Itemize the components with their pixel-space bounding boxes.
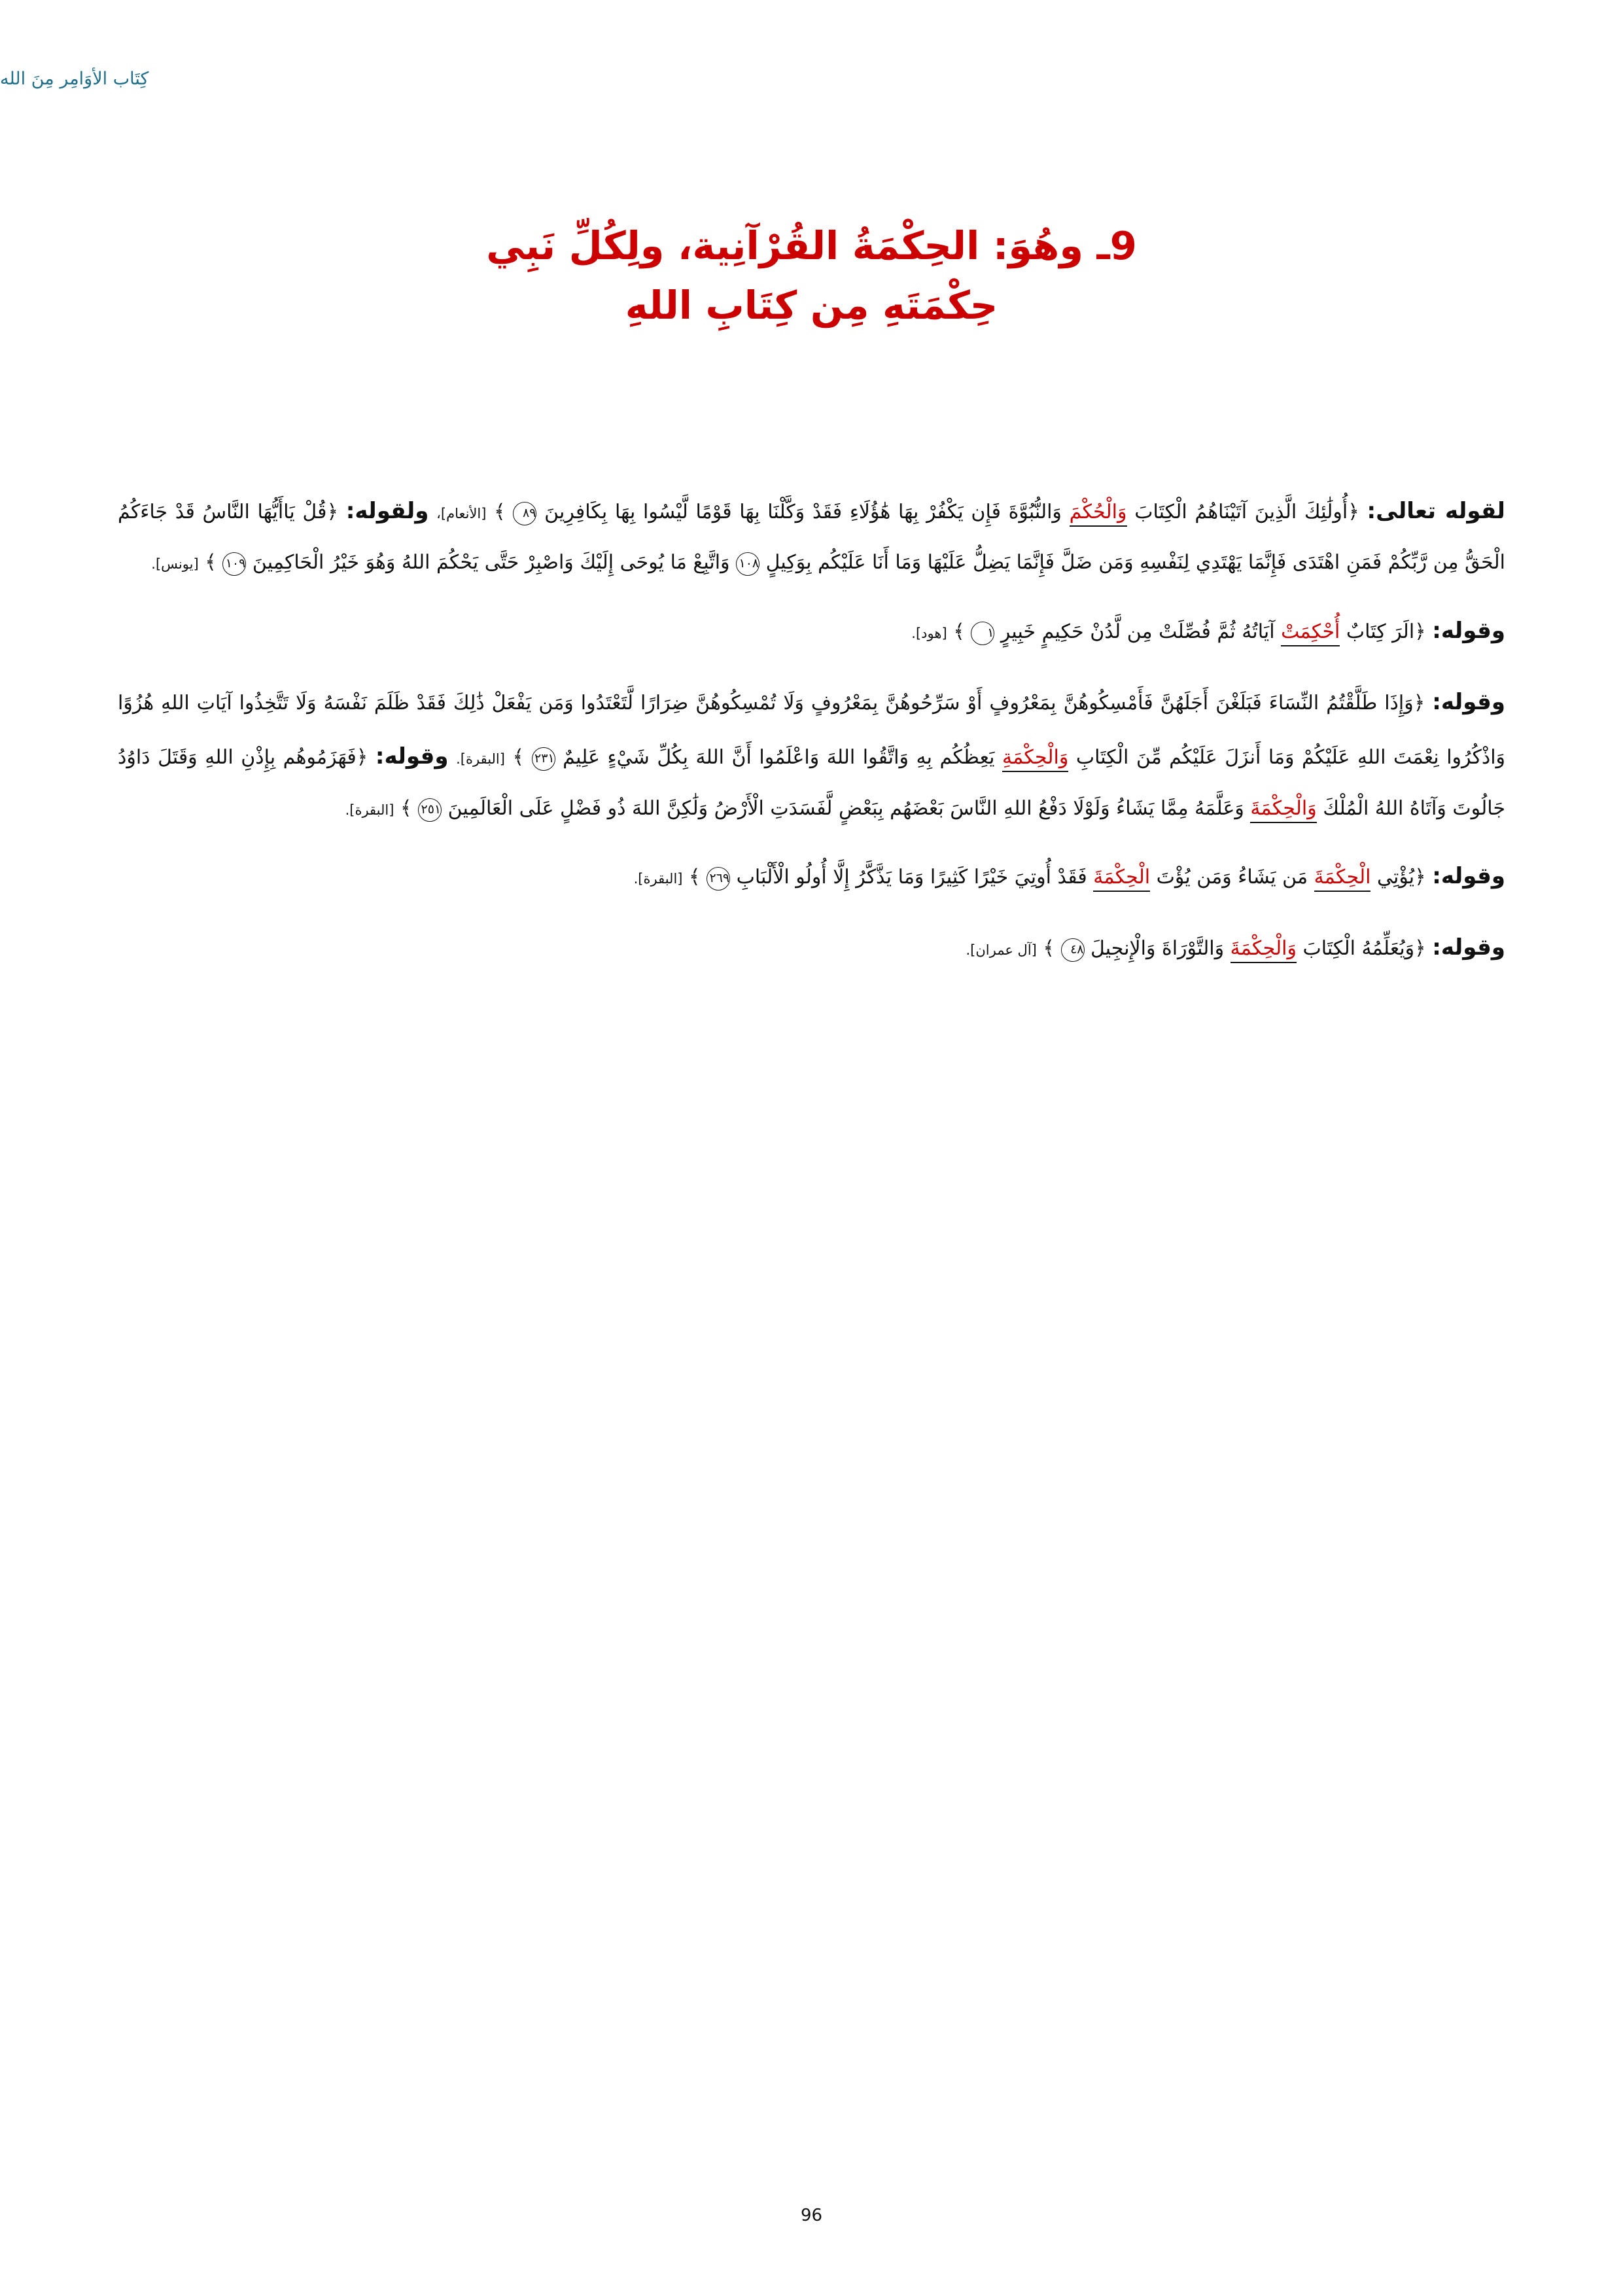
ayah-number: ٢٣١	[532, 747, 555, 771]
quote-brace-open: ﴿	[1413, 692, 1425, 715]
ayah-number: ٨٩	[513, 502, 536, 525]
ayah-number: ١٠٨	[736, 552, 759, 576]
quote-brace-open: ﴿	[356, 746, 368, 769]
quran-text: آيَاتُهُ ثُمَّ فُصِّلَتْ مِن لَّدُنْ حَكِيمٍ خَبِيرٍ	[994, 620, 1275, 643]
paragraph	[118, 484, 1505, 587]
page-title-line-1: 9ـ وهُوَ: الحِكْمَةُ القُرْآنِية، ولِكُلِّ نَبِي	[486, 223, 1137, 268]
surah-reference: [البقرة].	[456, 751, 505, 768]
quote-brace-close: ﴾	[1043, 937, 1055, 961]
paragraph-lead: وقوله:	[1432, 689, 1505, 716]
quran-text: فَقَدْ أُوتِيَ خَيْرًا كَثِيرًا وَمَا يَذَّكَّرُ إِلَّا أُولُو الْأَلْبَابِ	[730, 866, 1087, 889]
highlighted-term: وَالْحِكْمَةِ	[1002, 746, 1068, 772]
paragraph	[118, 921, 1505, 975]
quran-text: يُؤْتِي	[1370, 866, 1415, 889]
paragraph	[118, 675, 1505, 832]
ayah-number: ٢٥١	[418, 798, 442, 822]
highlighted-term: وَالْحِكْمَةَ	[1230, 937, 1297, 963]
quran-text: الَرَ كِتَابٌ	[1340, 620, 1415, 643]
quran-text: وَالتَّوْرَاةَ وَالْإِنجِيلَ	[1084, 937, 1225, 961]
ayah-number: ٤٨	[1061, 938, 1085, 962]
highlighted-term: وَالْحِكْمَةَ	[1250, 797, 1316, 823]
book-logo: كِتَاب الأوَامِر مِنَ الله	[0, 69, 149, 89]
surah-reference: [الأنعام]،	[436, 506, 487, 521]
highlighted-term: الْحِكْمَةَ	[1314, 866, 1371, 892]
quran-text: يَعِظُكُم بِهِ وَاتَّقُوا اللهَ وَاعْلَمُوا أَنَّ اللهَ بِكُلِّ شَيْءٍ عَلِيمٌ	[555, 746, 995, 769]
quote-brace-close: ﴾	[512, 746, 525, 769]
quran-text: فَهَزَمُوهُم بِإِذْنِ اللهِ وَقَتَلَ دَاوُدُ جَالُوتَ وَآتَاهُ اللهُ الْمُلْكَ	[118, 746, 1505, 820]
paragraph	[118, 849, 1505, 904]
quran-text: وَاتَّبِعْ مَا يُوحَى إِلَيْكَ وَاصْبِرْ حَتَّى يَحْكُمَ اللهُ وَهُوَ خَيْرُ الْحَاكِمِينَ	[246, 551, 730, 574]
surah-reference: [يونس].	[151, 556, 199, 573]
surah-reference: [البقرة].	[633, 871, 683, 887]
quote-brace-close: ﴾	[400, 796, 412, 820]
quote-brace-open: ﴿	[1414, 866, 1426, 889]
page-title	[216, 216, 1407, 336]
quote-brace-close: ﴾	[205, 551, 217, 574]
quote-brace-close: ﴾	[494, 501, 506, 523]
ayah-number: ٢٦٩	[707, 867, 730, 891]
surah-reference: [البقرة].	[345, 802, 394, 818]
paragraph	[118, 604, 1505, 658]
quran-text: وَالنُّبُوَّةَ فَإِن يَكْفُرْ بِهَا هَٰؤُلَاءِ فَقَدْ وَكَّلْنَا بِهَا قَوْمًا لَّيْسُوا بِهَا بِكَافِرِينَ	[536, 501, 1062, 523]
quote-brace-open: ﴿	[1414, 620, 1426, 643]
ayah-number: ١٠٩	[222, 552, 246, 576]
quran-text: وَإِذَا طَلَّقْتُمُ النِّسَاءَ فَبَلَغْنَ أَجَلَهُنَّ فَأَمْسِكُوهُنَّ بِمَعْرُوفٍ أَوْ سَرِّحُوهُنَّ بِمَعْرُوفٍ وَلَا تُمْسِكُوهُنَّ ضِرَارًا لَّتَعْتَدُوا وَمَن يَفْعَلْ ذَٰلِكَ فَقَدْ ظَلَمَ نَفْسَهُ وَلَا تَتَّخِذُوا آيَاتِ اللهِ هُزُوًا وَاذْكُرُوا نِعْمَتَ اللهِ عَلَيْكُمْ وَمَا أَنزَلَ عَلَيْكُم مِّنَ الْكِتَابِ	[118, 692, 1506, 769]
quote-brace-close: ﴾	[689, 866, 701, 889]
highlighted-term: أُحْكِمَتْ	[1281, 620, 1340, 646]
quran-text: وَعَلَّمَهُ مِمَّا يَشَاءُ وَلَوْلَا دَفْعُ اللهِ النَّاسَ بَعْضَهُم بِبَعْضٍ لَّفَسَدَتِ الْأَرْضُ وَلَٰكِنَّ اللهَ ذُو فَضْلٍ عَلَى الْعَالَمِينَ	[442, 796, 1244, 820]
ayah-number: ١	[971, 622, 994, 645]
paragraph-lead: وقوله:	[1432, 617, 1505, 644]
surah-reference: [آل عمران].	[966, 942, 1037, 959]
quran-text: قُلْ يَاأَيُّهَا النَّاسُ قَدْ جَاءَكُمُ الْحَقُّ مِن رَّبِّكُمْ فَمَنِ اهْتَدَى فَإِنَّمَا يَهْتَدِي لِنَفْسِهِ وَمَن ضَلَّ فَإِنَّمَا يَضِلُّ عَلَيْهَا وَمَا أَنَا عَلَيْكُم بِوَكِيلٍ	[118, 501, 1505, 574]
page-header	[0, 69, 1512, 89]
quran-text: وَيُعَلِّمُهُ الْكِتَابَ	[1296, 937, 1415, 961]
page-title-line-2: حِكْمَتَهِ مِن كِتَابِ اللهِ	[625, 283, 998, 328]
paragraph-lead: لقوله تعالى:	[1367, 498, 1505, 524]
quran-text: أُولَٰئِكَ الَّذِينَ آتَيْنَاهُمُ الْكِتَابَ	[1126, 501, 1348, 523]
paragraph-lead: ولقوله:	[345, 498, 429, 524]
paragraph-lead: وقوله:	[1432, 863, 1505, 890]
highlighted-term: الْحِكْمَةَ	[1093, 866, 1150, 892]
quran-text: مَن يَشَاءُ وَمَن يُؤْتَ	[1150, 866, 1308, 889]
document-body	[118, 484, 1505, 993]
paragraph-host	[118, 484, 1505, 976]
quote-brace-open: ﴿	[1414, 937, 1426, 961]
page-number: 96	[800, 2206, 823, 2225]
paragraph-lead: وقوله:	[375, 743, 449, 770]
quote-brace-open: ﴿	[1348, 501, 1359, 523]
quote-brace-close: ﴾	[953, 620, 965, 643]
highlighted-term: وَالْحُكْمَ	[1070, 501, 1127, 527]
surah-reference: [هود].	[911, 625, 947, 641]
quote-brace-open: ﴿	[326, 501, 339, 523]
paragraph-lead: وقوله:	[1432, 934, 1505, 961]
